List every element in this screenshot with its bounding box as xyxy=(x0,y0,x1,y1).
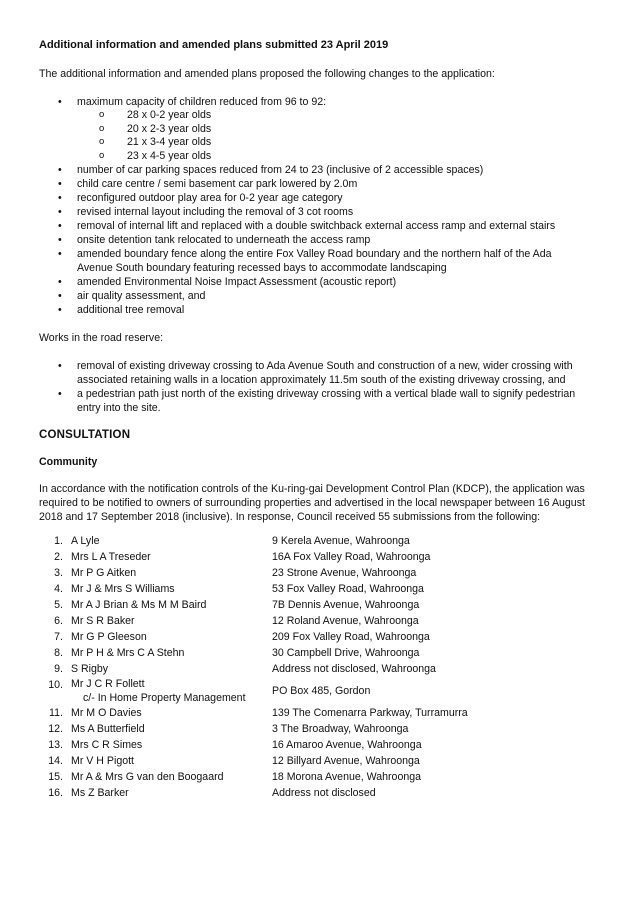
list-item: • removal of internal lift and replaced with a double switchback external access ramp and external stairs xyxy=(39,219,599,233)
row-number: 10. xyxy=(48,679,63,691)
submitter-address: 16 Amaroo Avenue, Wahroonga xyxy=(272,739,422,751)
submitter-name: Mr M O Davies xyxy=(71,707,142,719)
submitter-name: Mr G P Gleeson xyxy=(71,631,147,643)
table-row xyxy=(39,677,599,705)
list-item: • revised internal layout including the removal of 3 cot rooms xyxy=(39,205,599,219)
amendments-intro: The additional information and amended plans proposed the following changes to the application: xyxy=(39,68,495,80)
sub-list-item: o 20 x 2-3 year olds xyxy=(39,123,599,137)
list-item: • removal of existing driveway crossing to Ada Avenue South and construction of a new, wider crossing with associated retaining walls in a location approximately 11.5m south of the existing driveway crossing, and xyxy=(39,359,599,387)
submitter-name: S Rigby xyxy=(71,663,109,675)
submitter-name: Mr V H Pigott xyxy=(71,755,134,767)
row-number: 14. xyxy=(48,755,63,767)
list-item: • air quality assessment, and xyxy=(39,289,599,303)
submitter-name: Ms Z Barker xyxy=(71,787,129,799)
submitter-address: Address not disclosed xyxy=(272,787,376,799)
submitter-address: 53 Fox Valley Road, Wahroonga xyxy=(272,583,424,595)
table-row xyxy=(39,533,599,549)
table-row xyxy=(39,705,599,721)
submitter-address: 16A Fox Valley Road, Wahroonga xyxy=(272,551,431,563)
row-number: 4. xyxy=(54,583,63,595)
document-page xyxy=(39,38,599,801)
list-item: • amended boundary fence along the entire Fox Valley Road boundary and the northern half of the Ada Avenue South boundary featuring recessed bays to accommodate landscaping xyxy=(39,247,599,275)
submitter-address: 7B Dennis Avenue, Wahroonga xyxy=(272,599,420,611)
row-number: 1. xyxy=(54,535,63,547)
submitter-name: Mr A J Brian & Ms M M Baird xyxy=(71,599,207,611)
submitter-address: PO Box 485, Gordon xyxy=(272,685,371,697)
list-item: • a pedestrian path just north of the existing driveway crossing with a vertical blade wall to signify pedestrian entry into the site. xyxy=(39,387,599,415)
submitter-address: 23 Strone Avenue, Wahroonga xyxy=(272,567,417,579)
capacity-item: maximum capacity of children reduced from 96 to 92: xyxy=(77,96,327,108)
submitter-name-cell xyxy=(71,677,272,705)
list-item: • reconfigured outdoor play area for 0-2 year age category xyxy=(39,191,599,205)
submitter-address: 139 The Comenarra Parkway, Turramurra xyxy=(272,707,468,719)
submitter-name: Mr S R Baker xyxy=(71,615,135,627)
sub-list-item: o 23 x 4-5 year olds xyxy=(39,150,599,164)
row-number: 8. xyxy=(54,647,63,659)
list-item: • child care centre / semi basement car park lowered by 2.0m xyxy=(39,177,599,191)
table-row xyxy=(39,769,599,785)
submitter-address: 12 Roland Avenue, Wahroonga xyxy=(272,615,419,627)
submitter-name: Mr J & Mrs S Williams xyxy=(71,583,175,595)
submitter-address: Address not disclosed, Wahroonga xyxy=(272,663,436,675)
list-item xyxy=(39,95,599,163)
submitter-name: A Lyle xyxy=(71,535,100,547)
table-row xyxy=(39,549,599,565)
list-item: • amended Environmental Noise Impact Assessment (acoustic report) xyxy=(39,275,599,289)
table-row xyxy=(39,721,599,737)
list-item: • additional tree removal xyxy=(39,303,599,317)
table-row xyxy=(39,629,599,645)
table-row xyxy=(39,753,599,769)
submitter-address: 12 Billyard Avenue, Wahroonga xyxy=(272,755,420,767)
amendments-heading: Additional information and amended plans submitted 23 April 2019 xyxy=(39,39,389,51)
sub-list-item: o 21 x 3-4 year olds xyxy=(39,136,599,150)
row-number: 15. xyxy=(48,771,63,783)
table-row xyxy=(39,785,599,801)
row-number: 9. xyxy=(54,663,63,675)
road-reserve-intro: Works in the road reserve: xyxy=(39,332,164,344)
submitter-name: Mr P H & Mrs C A Stehn xyxy=(71,647,185,659)
list-item: • number of car parking spaces reduced from 24 to 23 (inclusive of 2 accessible spaces) xyxy=(39,163,599,177)
table-row xyxy=(39,581,599,597)
table-row xyxy=(39,565,599,581)
table-row xyxy=(39,597,599,613)
consultation-heading: CONSULTATION xyxy=(39,429,131,441)
capacity-breakdown xyxy=(39,109,599,163)
row-number: 3. xyxy=(54,567,63,579)
list-item: • onsite detention tank relocated to underneath the access ramp xyxy=(39,233,599,247)
table-row xyxy=(39,645,599,661)
submitter-name: Ms A Butterfield xyxy=(71,723,145,735)
consultation-paragraph: In accordance with the notification controls of the Ku-ring-gai Development Control Plan (KDCP), the application was required to be notified to owners of surrounding properties and advertised in the local newspaper between 16 August 2018 and 17 September 2018 (inclusive). In response, Council received 55 submissions from the following: xyxy=(39,483,585,523)
row-number: 7. xyxy=(54,631,63,643)
table-row xyxy=(39,613,599,629)
amendments-list xyxy=(39,95,599,317)
submitter-name: Mr J C R Follett xyxy=(71,678,145,690)
submitter-name: Mr P G Aitken xyxy=(71,567,137,579)
row-number: 16. xyxy=(48,787,63,799)
row-number: 2. xyxy=(54,551,63,563)
submitter-name: Mrs L A Treseder xyxy=(71,551,151,563)
submissions-table xyxy=(39,533,599,801)
row-number: 13. xyxy=(48,739,63,751)
table-row xyxy=(39,661,599,677)
submitter-name: Mrs C R Simes xyxy=(71,739,143,751)
row-number: 12. xyxy=(48,723,63,735)
row-number: 11. xyxy=(49,707,63,719)
submitter-address: 18 Morona Avenue, Wahroonga xyxy=(272,771,422,783)
table-row xyxy=(39,737,599,753)
community-subheading: Community xyxy=(39,456,98,468)
submitter-name: Mr A & Mrs G van den Boogaard xyxy=(71,771,224,783)
road-reserve-list xyxy=(39,359,599,415)
sub-list-item: o 28 x 0-2 year olds xyxy=(39,109,599,123)
submitter-address: 30 Campbell Drive, Wahroonga xyxy=(272,647,420,659)
submitter-address: 9 Kerela Avenue, Wahroonga xyxy=(272,535,410,547)
row-number: 5. xyxy=(54,599,63,611)
submitter-address: 209 Fox Valley Road, Wahroonga xyxy=(272,631,430,643)
submitter-agent: c/- In Home Property Management xyxy=(83,692,246,704)
row-number: 6. xyxy=(54,615,63,627)
submitter-address: 3 The Broadway, Wahroonga xyxy=(272,723,409,735)
